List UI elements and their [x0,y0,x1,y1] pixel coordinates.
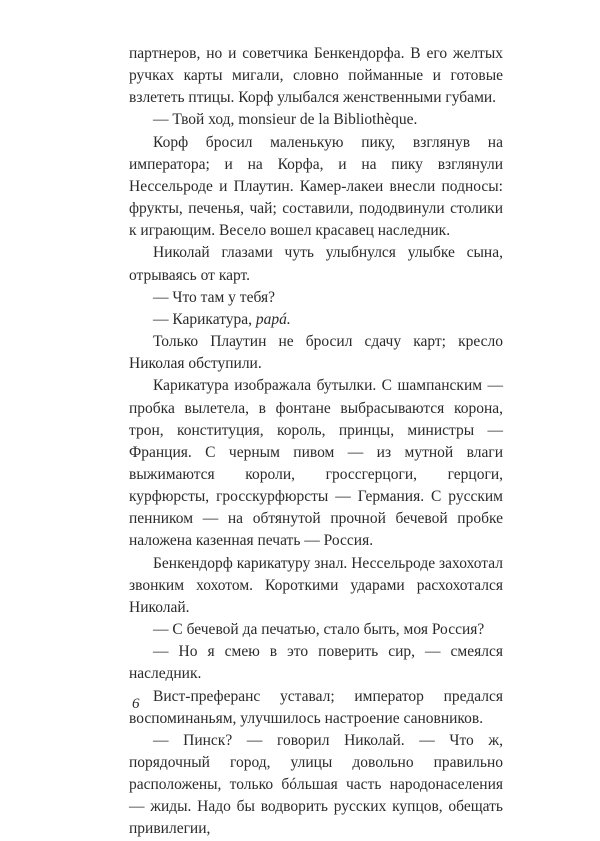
paragraph: — Но я смею в это поверить сир, — смеялся наследник. [129,643,503,683]
paragraph [129,309,503,331]
paragraph: — Что там у тебя? [153,288,275,306]
paragraph-text: — Карикатура, [153,310,256,328]
paragraph: Корф бросил маленькую пику, взглянув на императора; и на Корфа, и на пику взглянули Нессельроде и Плаутин. Камер-лакеи внесли подносы: фрукты, печенья, чай; составили, пододвинули столики к играющим. Весело вошел красавец наследник. [129,133,503,240]
paragraph: Только Плаутин не бросил сдачу карт; кресло Николая обступили. [129,333,503,373]
paragraph: Карикатура изображала бутылки. С шампанским — пробка вылетела, в фонтане выбрасываются корона, трон, конституция, король, принцы, министры — Франция. С черным пивом — из мутной влаги выжимаются короли, гроссгерцоги, герцоги, курфюрсты, гросскурфюрсты — Германия. С русским пенником — на обтянутой прочной бечевой пробке наложена казенная печать — Россия. [129,377,503,550]
paragraph: — С бечевой да печатью, стало быть, моя Россия? [153,621,485,639]
paragraph: Вист-преферанс уставал; император предался воспоминаньям, улучшилось настроение сановников. [129,687,503,727]
page-number: 6 [132,696,140,712]
italic-word: papá. [255,310,291,328]
paragraph: — Твой ход, monsieur de la Bibliothèque. [153,111,418,129]
paragraph: партнеров, но и советчика Бенкендорфа. В его желтых ручках карты мигали, словно пойманные и готовые взлететь птицы. Корф улыбался женственными губами. [129,45,503,107]
body-text [129,43,503,841]
paragraph: Николай глазами чуть улыбнулся улыбке сына, отрываясь от карт. [129,244,503,284]
paragraph: Бенкендорф карикатуру знал. Нессельроде захохотал звонким хохотом. Короткими ударами расхохотался Николай. [129,554,503,616]
paragraph: — Пинск? — говорил Николай. — Что ж, порядочный город, улицы довольно правильно расположены, только бóльшая часть народонаселения — жиды. Надо бы водворить русских купцов, обещать привилегии, [129,731,503,838]
